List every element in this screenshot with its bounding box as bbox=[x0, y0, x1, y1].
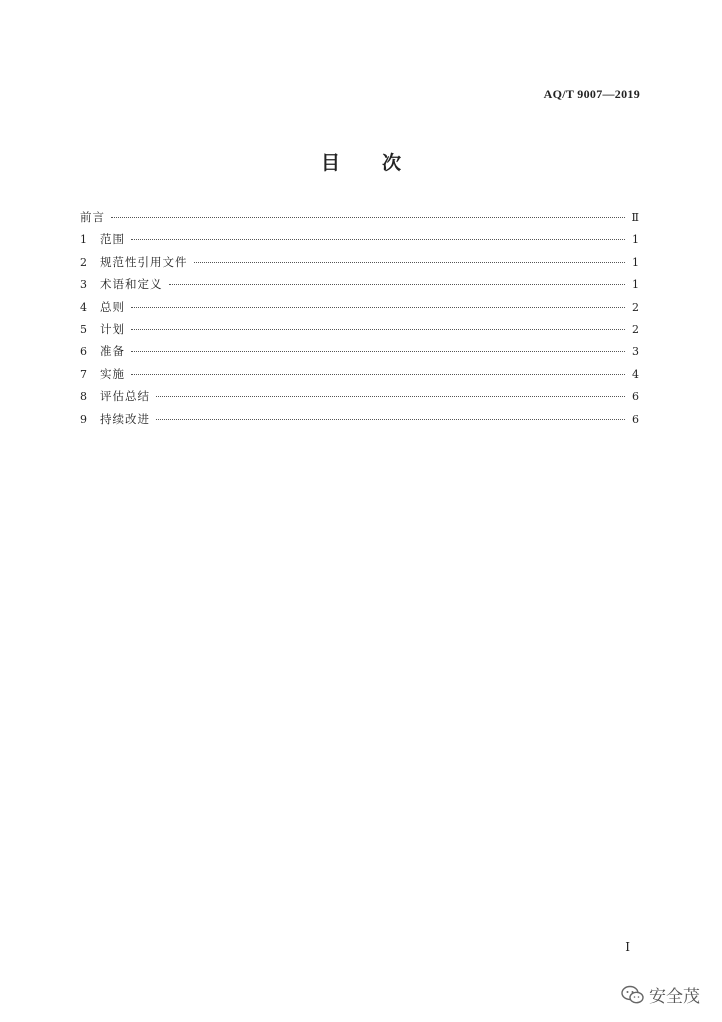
page-title bbox=[0, 148, 722, 175]
toc-entry-1[interactable] bbox=[80, 228, 639, 250]
toc-entry-9[interactable] bbox=[80, 408, 639, 430]
toc-entry-number: 2 bbox=[80, 255, 87, 269]
toc-entry-page: 2 bbox=[632, 300, 639, 314]
toc-entry-3[interactable] bbox=[80, 273, 639, 295]
toc-entry-8[interactable] bbox=[80, 385, 639, 407]
standard-code: AQ/T 9007—2019 bbox=[543, 87, 640, 101]
toc-leader-dots bbox=[156, 396, 625, 397]
toc-leader-dots bbox=[169, 284, 626, 285]
toc-entry-number: 4 bbox=[80, 300, 87, 314]
toc-entry-foreword[interactable] bbox=[80, 206, 639, 228]
toc-entry-number: 3 bbox=[80, 278, 87, 292]
watermark bbox=[621, 982, 700, 1007]
toc-entry-7[interactable] bbox=[80, 363, 639, 385]
toc-entry-number: 7 bbox=[80, 367, 87, 381]
toc-entry-page: 2 bbox=[632, 322, 639, 336]
toc-entry-label: 规范性引用文件 bbox=[100, 254, 188, 269]
toc-entry-page: Ⅱ bbox=[631, 211, 639, 224]
toc-entry-label: 评估总结 bbox=[100, 389, 150, 404]
page-number: I bbox=[625, 940, 630, 954]
toc-entry-label: 总则 bbox=[100, 299, 125, 314]
title-char-1: 目 bbox=[320, 152, 340, 174]
toc-leader-dots bbox=[156, 419, 625, 420]
toc-entry-label: 实施 bbox=[100, 366, 125, 381]
wechat-icon bbox=[621, 985, 645, 1005]
toc-entry-page: 3 bbox=[632, 345, 639, 359]
toc-entry-label: 持续改进 bbox=[100, 411, 150, 426]
toc-entry-page: 1 bbox=[632, 278, 639, 292]
toc-entry-5[interactable] bbox=[80, 318, 639, 340]
toc-entry-page: 1 bbox=[632, 233, 639, 247]
toc-entry-number: 5 bbox=[80, 322, 87, 336]
toc-leader-dots bbox=[131, 239, 625, 240]
toc-entry-number: 6 bbox=[80, 345, 87, 359]
watermark-text: 安全茂 bbox=[649, 987, 700, 1007]
toc-entry-label: 术语和定义 bbox=[100, 277, 163, 292]
toc-leader-dots bbox=[131, 351, 625, 352]
toc-entry-6[interactable] bbox=[80, 340, 639, 362]
toc-leader-dots bbox=[131, 307, 625, 308]
toc-entry-number: 9 bbox=[80, 412, 87, 426]
toc-entry-number: 1 bbox=[80, 233, 87, 247]
toc-leader-dots bbox=[111, 217, 625, 218]
toc-entry-page: 6 bbox=[632, 390, 639, 404]
toc-leader-dots bbox=[131, 374, 625, 375]
toc-leader-dots bbox=[194, 262, 626, 263]
toc-entry-page: 4 bbox=[632, 367, 639, 381]
toc-entry-label: 计划 bbox=[100, 321, 125, 336]
toc-entry-2[interactable] bbox=[80, 251, 639, 273]
title-char-2: 次 bbox=[382, 152, 402, 174]
toc-entry-label: 前言 bbox=[80, 210, 105, 224]
toc-entry-page: 6 bbox=[632, 412, 639, 426]
toc-entry-number: 8 bbox=[80, 390, 87, 404]
toc-entry-label: 准备 bbox=[100, 344, 125, 359]
toc-entry-4[interactable] bbox=[80, 296, 639, 318]
toc-entry-label: 范围 bbox=[100, 232, 125, 247]
toc-entry-page: 1 bbox=[632, 255, 639, 269]
table-of-contents bbox=[80, 206, 639, 430]
toc-leader-dots bbox=[131, 329, 625, 330]
